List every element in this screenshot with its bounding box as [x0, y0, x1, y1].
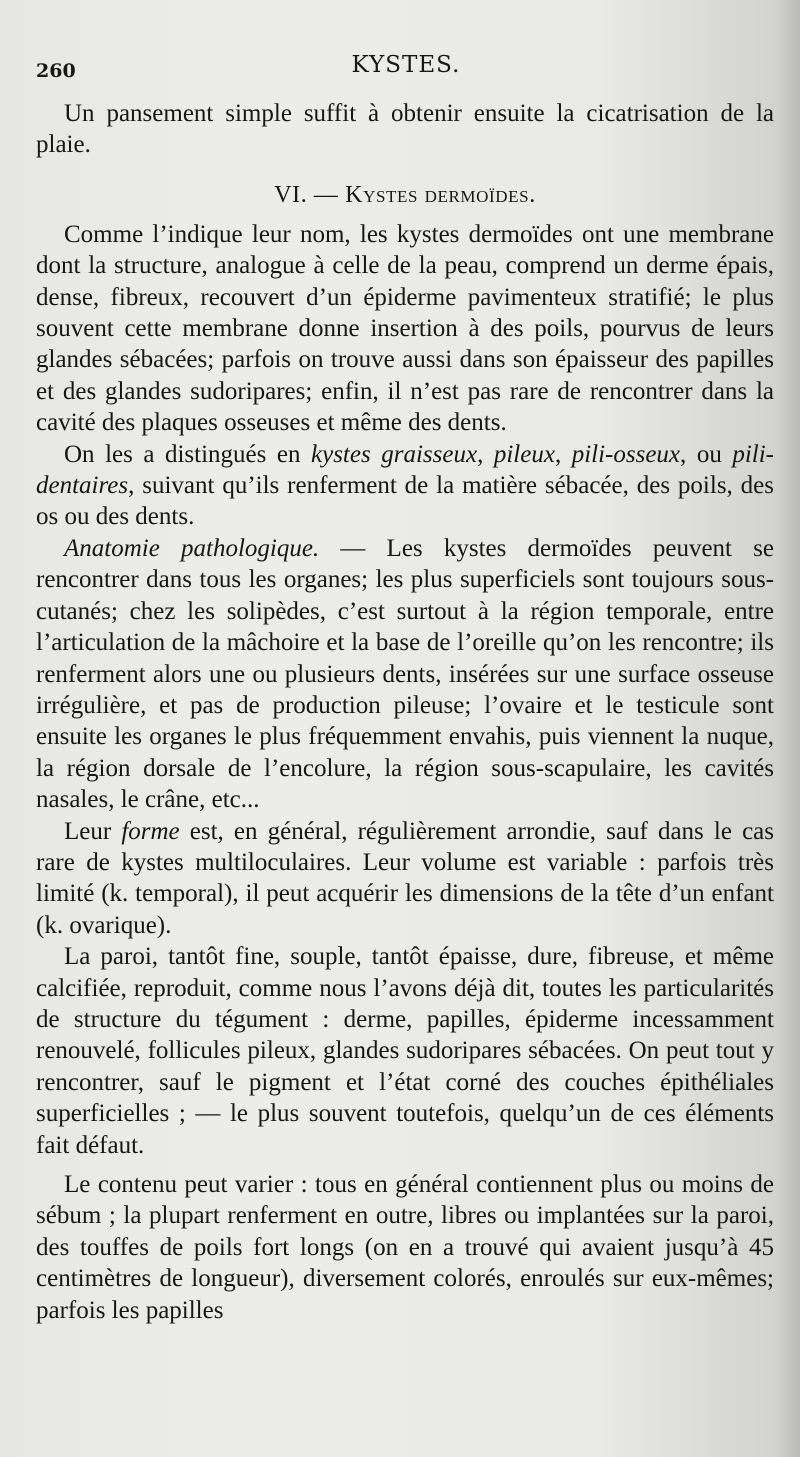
paragraph-gap	[36, 1161, 774, 1169]
running-title: KYSTES.	[351, 52, 461, 78]
body-text	[36, 98, 774, 1326]
section-heading	[36, 177, 774, 213]
paragraph-form	[36, 816, 774, 942]
text-segment: ,	[554, 440, 572, 468]
paragraph-wall: La paroi, tantôt fine, souple, tantôt épaisse, dure, fibreuse, et même calcifiée, reproduit, comme nous l’avons déjà dit, toutes les particularités de structure du tégument : derme, papilles, épiderme incessamment renouvelé, follicules pileux, glandes sudoripares sébacées. On peut tout y rencontrer, sauf le pigment et l’état corné des couches épithéliales superficielles ; — le plus souvent toutefois, quelqu’un de ces éléments fait défaut.	[36, 943, 774, 1159]
page-header	[36, 52, 776, 92]
page-number: 260	[36, 60, 76, 82]
paragraph-pathological-anatomy	[36, 533, 774, 816]
text-segment: , suivant qu’ils renferment de la matière sébacée, des poils, des os ou des dents.	[36, 472, 774, 531]
italic-term: pili-dentaires	[36, 440, 775, 500]
text-segment: ,	[477, 440, 494, 468]
italic-term: pileux	[493, 440, 555, 468]
italic-term: forme	[121, 817, 180, 845]
text-segment: est, en général, régulièrement arrondie, sauf dans le cas rare de kystes multiloculaires. Leur volume est variable : parfois très limité (k. temporal), il peut acquérir les dimensions de la tête d’un enfant (k. ovarique).	[36, 817, 774, 939]
section-title: Kystes dermoïdes.	[345, 181, 536, 208]
text-segment: Leur	[64, 817, 122, 845]
paragraph-contents: Le contenu peut varier : tous en général contiennent plus ou moins de sébum ; la plupart renferment en outre, libres ou implantées sur la paroi, des touffes de poils fort longs (on en a trouvé qui avaient jusqu’à 45 centimètres de longueur), diversement colorés, enroulés sur eux-mêmes; parfois les papilles	[36, 1171, 774, 1324]
text-segment: — Les kystes dermoïdes peuvent se rencontrer dans tous les organes; les plus superficiels sont toujours sous-cutanés; chez les solipèdes, c’est surtout à la région temporale, entre l’articulation de la mâchoire et la base de l’oreille qu’on les rencontre; ils renferment alors une ou plusieurs dents, insérées sur une surface osseuse irrégulière, et pas de production pileuse; l’ovaire et le testicule sont ensuite les organes le plus fréquemment envahis, puis viennent la nuque, la région dorsale de l’encolure, la région sous-scapulaire, les cavités nasales, le crâne, etc...	[36, 534, 774, 814]
paragraph-wound-healing: Un pansement simple suffit à obtenir ensuite la cicatrisation de la plaie.	[36, 100, 774, 159]
paragraph-definition: Comme l’indique leur nom, les kystes dermoïdes ont une membrane dont la structure, analogue à celle de la peau, comprend un derme épais, dense, fibreux, recouvert d’un épiderme pavimenteux stratifié; le plus souvent cette membrane donne insertion à des poils, pourvus de leurs glandes sébacées; parfois on trouve aussi dans son épaisseur des papilles et des glandes sudoripares; enfin, il n’est pas rare de rencontrer dans la cavité des plaques osseuses et même des dents.	[36, 220, 774, 437]
italic-term: pili-osseux	[571, 440, 681, 468]
text-segment: On les a distingués en	[64, 440, 312, 468]
section-number: VI. —	[274, 181, 339, 208]
run-in-heading: Anatomie pathologique.	[64, 534, 320, 562]
paragraph-classification	[36, 439, 774, 533]
text-segment: , ou	[680, 440, 733, 468]
italic-term: kystes graisseux	[311, 440, 478, 468]
